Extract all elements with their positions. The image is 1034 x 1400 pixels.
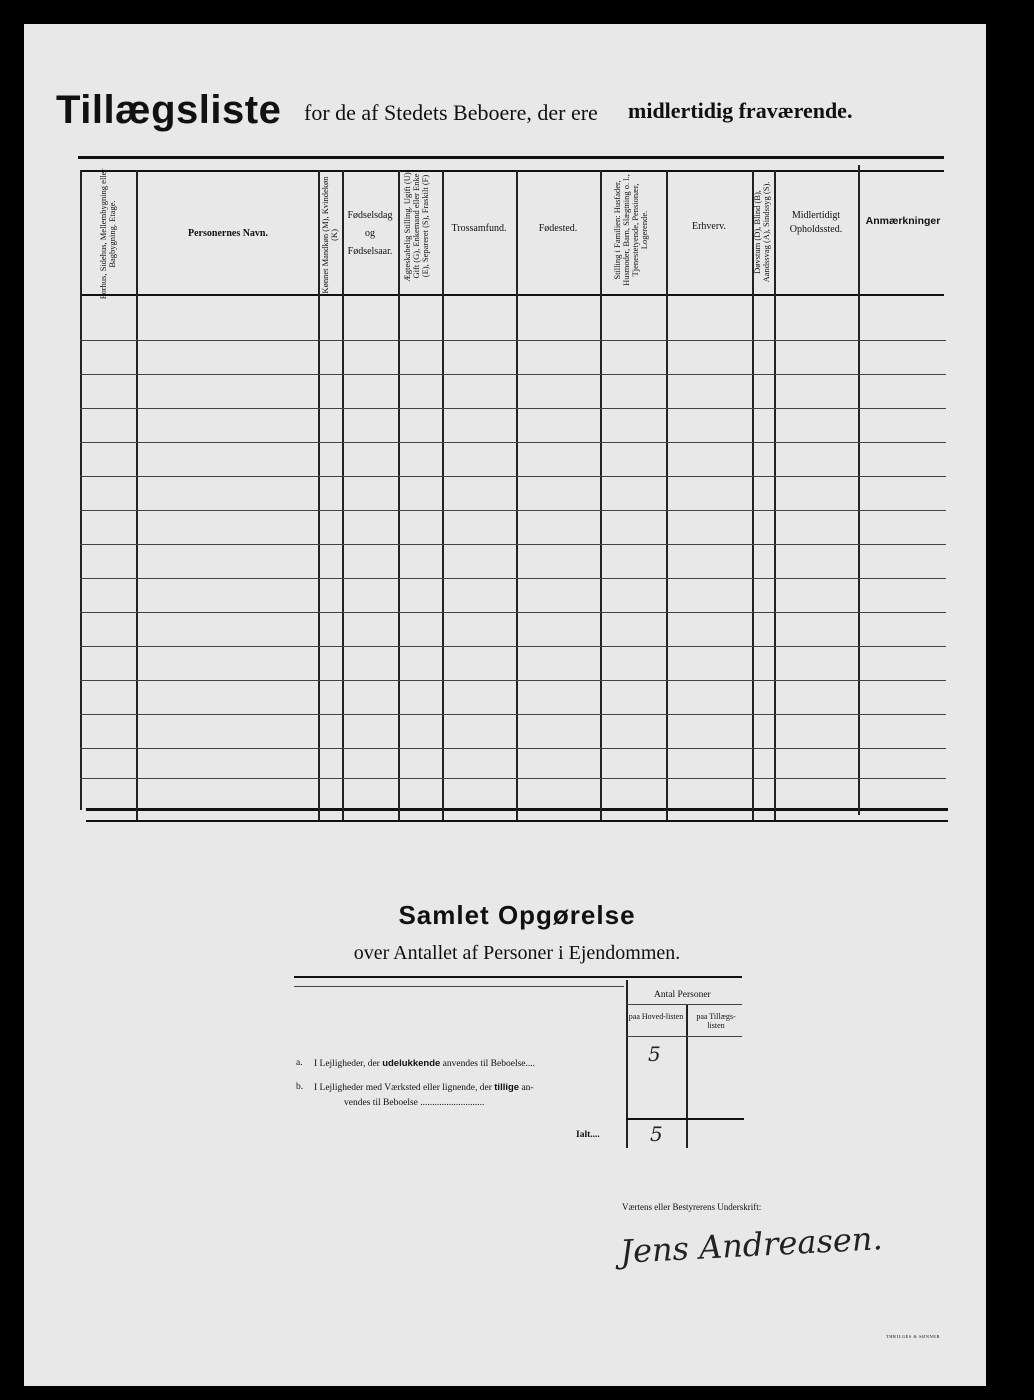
summary-col-line (626, 980, 628, 1148)
row-a-text-1: I Lejligheder, der (314, 1059, 380, 1069)
row-a-text-2: anvendes til Beboelse.... (442, 1059, 535, 1069)
row-line (80, 646, 946, 647)
row-line (80, 340, 946, 341)
summary-rule (626, 1004, 742, 1005)
summary-rule (626, 1036, 742, 1037)
col-line (858, 165, 860, 815)
row-b-prefix: b. (296, 1082, 304, 1092)
header-residence-2: Opholdssted. (789, 224, 843, 235)
row-a-value: 5 (648, 1042, 661, 1066)
title-emphasis: midlertidig fraværende. (628, 98, 853, 123)
row-a-prefix: a. (296, 1058, 303, 1068)
col-line (342, 170, 344, 820)
table-header-bottom (80, 294, 944, 296)
header-birth-2: og (365, 228, 375, 239)
col-line (516, 170, 518, 820)
header-birthplace: Fødested. (538, 223, 578, 234)
col-line (442, 170, 444, 820)
header-residence-1: Midlertidigt (791, 210, 841, 221)
col-line (600, 170, 602, 820)
antal-hovedlisten: paa Hoved-listen (628, 1012, 684, 1021)
title-rule (78, 156, 944, 159)
header-names: Personernes Navn. (188, 228, 268, 239)
row-line (80, 748, 946, 749)
row-line (80, 510, 946, 511)
row-line (80, 374, 946, 375)
header-birth-3: Fødselsaar. (347, 246, 393, 257)
title-main: Tillægsliste (56, 88, 282, 132)
row-line (80, 612, 946, 613)
row-line (80, 476, 946, 477)
row-line (80, 578, 946, 579)
col-line (398, 170, 400, 820)
signature: Jens Andreasen. (619, 1219, 884, 1271)
title-rest: for de af Stedets Beboere, der ere (304, 100, 598, 125)
summary-rule (294, 986, 624, 987)
antal-tillaegslisten: paa Tillægs-listen (696, 1012, 736, 1030)
header-religion: Trossamfund. (451, 223, 507, 234)
header-marital: Ægteskabelig Stilling. Ugift (U), Gift (G), Enkemand eller Enke (E), Separeret (S), Fraskilt (F) (402, 170, 430, 282)
row-a-bold: udelukkende (382, 1058, 441, 1069)
summary-subtitle: over Antallet af Personer i Ejendommen. (353, 942, 681, 964)
ialt-label: Ialt.... (576, 1130, 600, 1140)
header-disability: Døvstum (D), Blind (B), Aandssvag (A), Sindssyg (S). (752, 181, 771, 283)
signature-label: Værtens eller Bestyrerens Underskrift: (622, 1202, 762, 1212)
row-b-text-1: I Lejligheder med Værksted eller lignende, der (314, 1083, 492, 1093)
form-title (56, 88, 936, 138)
row-line (80, 408, 946, 409)
col-line (666, 170, 668, 820)
row-b-text (314, 1082, 534, 1093)
col-line (136, 170, 138, 820)
header-remarks: Anmærkninger (865, 215, 941, 227)
row-line (80, 714, 946, 715)
header-birth-1: Fødselsdag (347, 210, 393, 221)
summary-top-rule (294, 976, 742, 978)
row-line (80, 680, 946, 681)
summary-title: Samlet Opgørelse (398, 900, 636, 930)
row-line (80, 544, 946, 545)
row-b-text-2: an- (521, 1083, 534, 1093)
summary-total-rule (626, 1118, 744, 1120)
printer-mark: THRILGES & SØNNER (886, 1334, 941, 1339)
row-b-text-3: vendes til Beboelse ........................... (344, 1098, 485, 1108)
col-line (774, 170, 776, 820)
table-bottom-border-2 (86, 820, 948, 822)
row-a-text (314, 1058, 535, 1069)
row-line (80, 442, 946, 443)
header-building: Forhus, Sidehus, Mellembygning eller Bagbygning. Etage. (98, 168, 117, 300)
row-b-bold: tillige (494, 1082, 520, 1093)
antal-header: Antal Personer (654, 990, 711, 1000)
ialt-value: 5 (650, 1122, 663, 1146)
header-sex: Kønnet Mandkøn (M), Kvindekøn (K) (320, 176, 339, 294)
header-occupation: Erhverv. (691, 221, 727, 232)
table-top-border (80, 170, 944, 172)
row-line (80, 778, 946, 779)
header-family-position: Stilling i Familien: Husfader, Husmoder, Barn, Slægtning o. l., Tjenestetyende, Pensionær, Logerende. (612, 174, 649, 286)
